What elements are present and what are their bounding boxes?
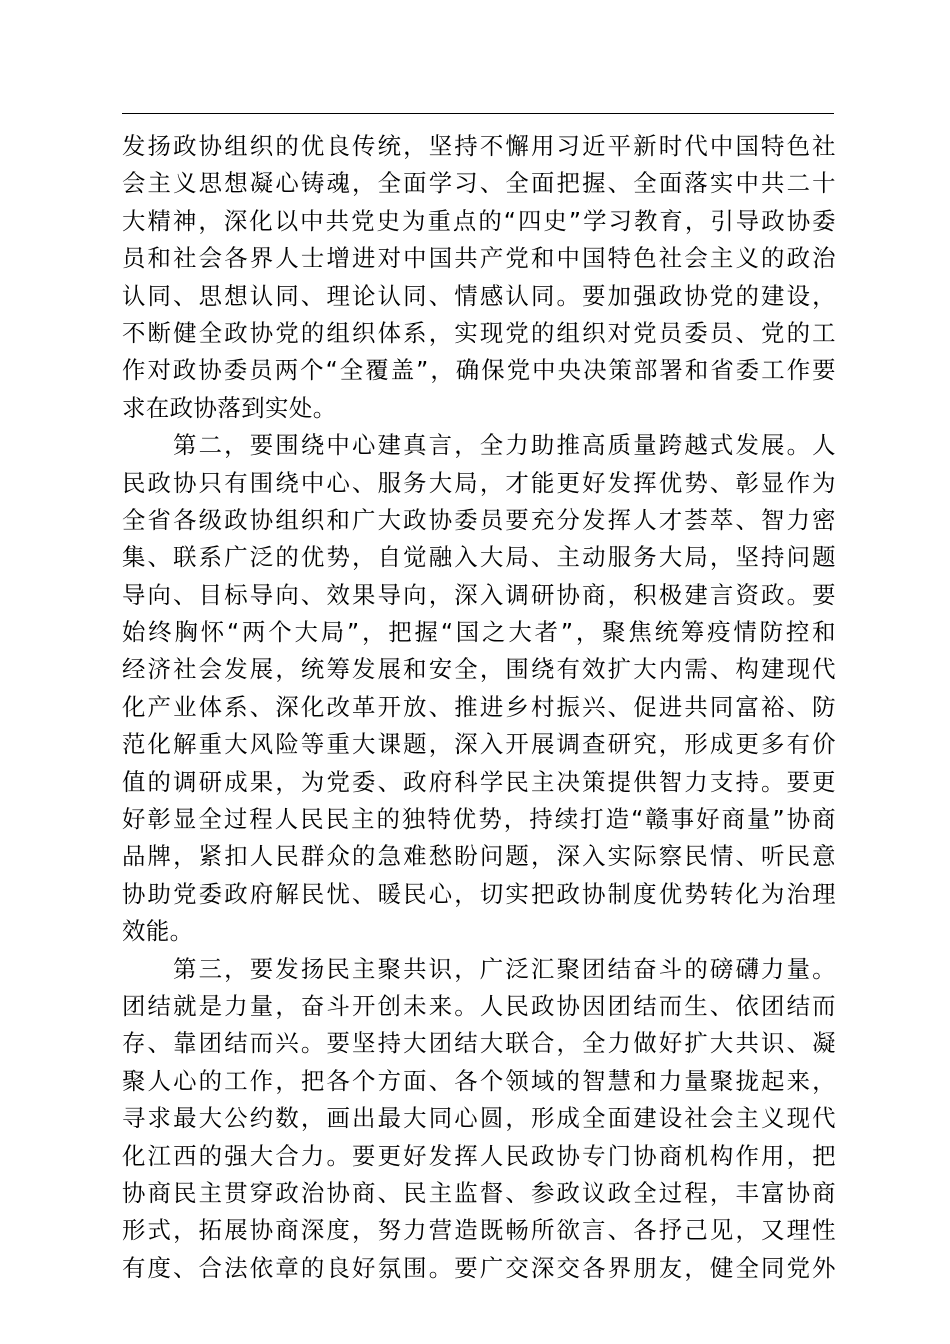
text-line: 有度、合法依章的良好氛围。要广交深交各界朋友，健全同党外 — [122, 1253, 836, 1282]
text-line: 值的调研成果，为党委、政府科学民主决策提供智力支持。要更 — [122, 767, 836, 796]
text-line: 导向、目标导向、效果导向，深入调研协商，积极建言资政。要 — [122, 580, 836, 609]
text-line: 形式，拓展协商深度，努力营造既畅所欲言、各抒己见，又理性 — [122, 1216, 836, 1245]
text-line: 寻求最大公约数，画出最大同心圆，形成全面建设社会主义现代 — [122, 1104, 836, 1133]
text-line: 集、联系广泛的优势，自觉融入大局、主动服务大局，坚持问题 — [122, 543, 836, 572]
text-line: 员和社会各界人士增进对中国共产党和中国特色社会主义的政治 — [122, 244, 836, 273]
text-line: 会主义思想凝心铸魂，全面学习、全面把握、全面落实中共二十 — [122, 169, 836, 198]
header-rule — [122, 113, 834, 114]
text-line: 协商民主贯穿政治协商、民主监督、参政议政全过程，丰富协商 — [122, 1178, 836, 1207]
text-line: 协助党委政府解民忧、暖民心，切实把政协制度优势转化为治理 — [122, 879, 836, 908]
text-line: 好彰显全过程人民民主的独特优势，持续打造“赣事好商量”协商 — [122, 805, 836, 834]
text-line: 全省各级政协组织和广大政协委员要充分发挥人才荟萃、智力密 — [122, 505, 836, 534]
text-line: 认同、思想认同、理论认同、情感认同。要加强政协党的建设， — [122, 281, 836, 310]
text-line: 始终胸怀“两个大局”，把握“国之大者”，聚焦统筹疫情防控和 — [122, 618, 836, 647]
text-line: 效能。 — [122, 917, 194, 946]
text-line: 品牌，紧扣人民群众的急难愁盼问题，深入实际察民情、听民意 — [122, 842, 836, 871]
text-line: 经济社会发展，统筹发展和安全，围绕有效扩大内需、构建现代 — [122, 655, 836, 684]
text-line: 民政协只有围绕中心、服务大局，才能更好发挥优势、彰显作为 — [122, 468, 836, 497]
text-line: 存、靠团结而兴。要坚持大团结大联合，全力做好扩大共识、凝 — [122, 1029, 836, 1058]
body-text — [122, 128, 836, 1287]
text-line: 发扬政协组织的优良传统，坚持不懈用习近平新时代中国特色社 — [122, 132, 836, 160]
text-line: 范化解重大风险等重大课题，深入开展调查研究，形成更多有价 — [122, 730, 836, 759]
text-line: 求在政协落到实处。 — [122, 393, 337, 422]
text-line: 作对政协委员两个“全覆盖”，确保党中央决策部署和省委工作要 — [122, 356, 836, 385]
text-line: 化江西的强大合力。要更好发挥人民政协专门协商机构作用，把 — [122, 1141, 836, 1170]
text-line: 不断健全政协党的组织体系，实现党的组织对党员委员、党的工 — [122, 318, 836, 347]
text-line: 第二，要围绕中心建真言，全力助推高质量跨越式发展。人 — [173, 431, 836, 460]
text-line: 聚人心的工作，把各个方面、各个领域的智慧和力量聚拢起来， — [122, 1066, 836, 1095]
text-line: 第三，要发扬民主聚共识，广泛汇聚团结奋斗的磅礴力量。 — [173, 954, 836, 983]
text-line: 化产业体系、深化改革开放、推进乡村振兴、促进共同富裕、防 — [122, 692, 836, 721]
text-line: 大精神，深化以中共党史为重点的“四史”学习教育，引导政协委 — [122, 206, 836, 235]
text-line: 团结就是力量，奋斗开创未来。人民政协因团结而生、依团结而 — [122, 991, 836, 1020]
